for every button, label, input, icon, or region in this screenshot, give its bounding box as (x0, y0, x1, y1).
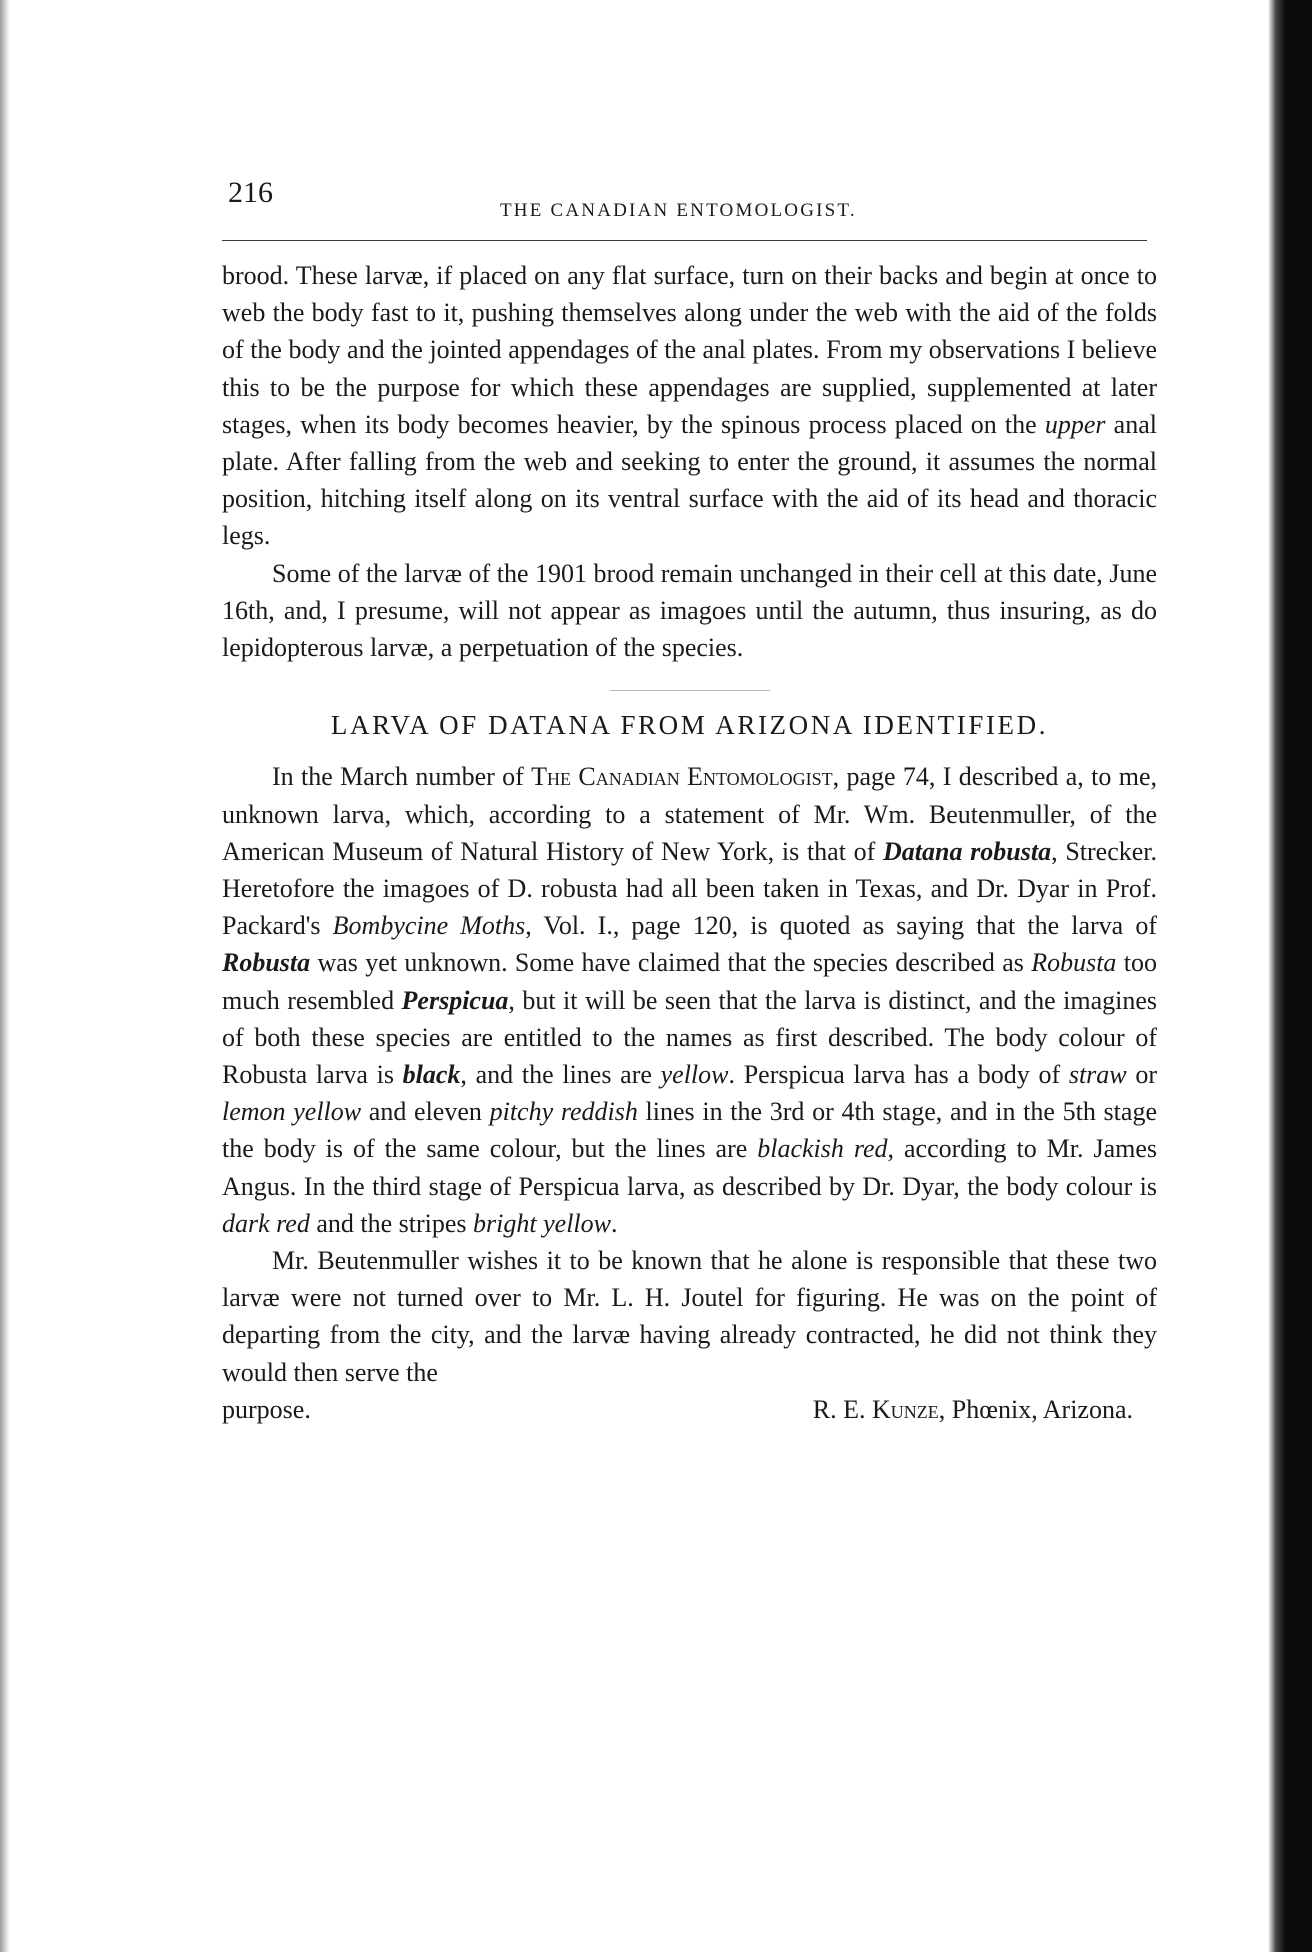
paragraph-beutenmuller: Mr. Beutenmuller wishes it to be known that he alone is responsible that these two larvæ were not turned over to Mr. L. H. Joutel for figuring. He was on the point of departing from the city, and the larvæ having already contracted, he did not think they would then serve the (222, 1246, 1157, 1387)
journal-name-smallcaps: The Canadian Entomologist (531, 762, 833, 792)
page-edge-shadow-right (1268, 0, 1312, 1952)
text-run: , Strecker. Heretofore the imagoes of D. robusta had all been taken in Texas, and Dr. Dyar in Prof. Packard's (222, 836, 1158, 941)
text-run: lines in the 3rd or 4th stage, and in the 5th stage the body is of the same colour, but the lines are (222, 1097, 1157, 1164)
italic-blackish-red: blackish red (757, 1134, 888, 1164)
italic-black: black (402, 1060, 461, 1090)
italic-datana-robusta: Datana robusta (883, 836, 1052, 866)
header-rule (222, 240, 1147, 241)
italic-robusta: Robusta (222, 948, 311, 978)
italic-lemon-yellow: lemon yellow (222, 1097, 362, 1127)
paragraph-last-word: purpose. (222, 1394, 311, 1424)
italic-pitchy-reddish: pitchy reddish (489, 1097, 638, 1127)
paragraph-larvae-1901: Some of the larvæ of the 1901 brood remain unchanged in their cell at this date, June 16th, and, I presume, will not appear as imagoes until the autumn, thus insuring, as do lepidopterous larvæ, a perpetuation of the species. (222, 558, 1157, 663)
text-run: , Vol. I., page 120, is quoted as saying that the larva of (525, 911, 1157, 941)
italic-yellow: yellow (660, 1060, 729, 1090)
italic-perspicua: Perspicua (401, 985, 509, 1015)
paragraph-brood-continued (222, 257, 1157, 555)
text-run: too much resembled (222, 948, 1157, 1015)
text-run: , but it will be seen that the larva is distinct, and the imagines of both these species are entitled to the names as first described. The body colour of Robusta larva is (222, 985, 1158, 1090)
text-run: brood. These larvæ, if placed on any flat surface, turn on their backs and begin at once to web the body fast to it, pushing themselves along under the web with the aid of the folds of the body and the jointed appendages of the anal plates. From my observations I believe this to be the purpose for which these appendages are supplied, supplemented at later stages, when its body becomes heavier, by the spinous process placed on the (222, 261, 1157, 439)
italic-bombycine-moths: Bombycine Moths (332, 911, 526, 941)
text-run: . Perspicua larva has a body of (728, 1060, 1069, 1090)
book-page (222, 170, 1157, 1428)
author-signature (813, 1391, 1133, 1428)
text-run: , and the lines are (460, 1060, 661, 1090)
text-run: and eleven (361, 1097, 490, 1127)
text-run: or (1126, 1060, 1158, 1090)
author-initials: R. E. (812, 1394, 872, 1424)
text-run: was yet unknown. Some have claimed that the species described as (310, 948, 1032, 978)
section-heading: LARVA OF DATANA FROM ARIZONA IDENTIFIED. (330, 710, 1049, 741)
italic-robusta: Robusta (1031, 948, 1117, 978)
text-run: In the March number of (272, 762, 532, 792)
running-head (222, 170, 1157, 232)
text-run: . (610, 1208, 618, 1238)
page-edge-shadow-left (0, 0, 10, 1952)
page-number: 216 (228, 176, 273, 209)
italic-upper: upper (1044, 409, 1106, 439)
italic-straw: straw (1068, 1060, 1127, 1090)
italic-dark-red: dark red (222, 1208, 310, 1238)
text-run: , page 74, I described a, to me, unknown larva, which, according to a statement of Mr. Wm. Beutenmuller, of the American Museum of Natural History of New York, is that of (222, 762, 1157, 866)
text-run: and the stripes (309, 1208, 474, 1238)
signature-line (222, 1391, 1157, 1428)
author-surname: Kunze (871, 1394, 939, 1424)
text-run: anal plate. After falling from the web and seeking to enter the ground, it assumes the normal position, hitching itself along on its ventral surface with the aid of its head and thoracic legs. (222, 409, 1157, 551)
text-run: , according to Mr. James Angus. In the third stage of Perspicua larva, as described by Dr. Dyar, the body colour is (222, 1134, 1157, 1201)
paragraph-datana-robusta (222, 758, 1157, 1242)
section-separator (610, 690, 770, 691)
author-location: , Phœnix, Arizona. (938, 1394, 1133, 1424)
body-text (222, 257, 1157, 1428)
journal-title: THE CANADIAN ENTOMOLOGIST. (500, 200, 857, 221)
italic-bright-yellow: bright yellow (473, 1208, 611, 1238)
